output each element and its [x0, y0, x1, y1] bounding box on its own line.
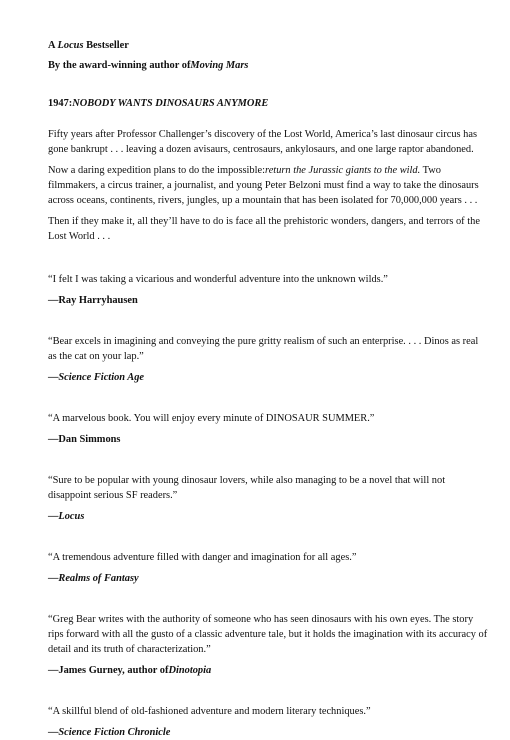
review-quote: “Bear excels in imagining and conveying the pure gritty realism of such an enterprise. . . . Dinos as real as the cat on your lap.”: [48, 336, 479, 362]
review-attribution: —Locus: [48, 511, 85, 522]
moving-mars-title: Moving Mars: [190, 60, 249, 71]
review-quote: “A tremendous adventure filled with danger and imagination for all ages.”: [48, 552, 357, 563]
description-paragraph-2: Now a daring expedition plans to do the impossible:return the Jurassic giants to the wild. Two filmmakers, a circus trainer, a journalist, and young Peter Belzoni must find a way to take the dinosaurs across oceans, continents, rivers, jungles, up a mountain that has been isolated for 70,000,000 years . . .: [48, 165, 479, 206]
review-block: [48, 473, 488, 524]
review-attribution: —Science Fiction Chronicle: [48, 727, 171, 738]
review-attribution: —Science Fiction Age: [48, 372, 145, 383]
review-quote: “A skillful blend of old-fashioned adventure and modern literary techniques.”: [48, 706, 371, 717]
review-block: [48, 704, 488, 740]
review-attribution: —Dan Simmons: [48, 434, 121, 445]
review-attribution: —Realms of Fantasy: [48, 573, 139, 584]
review-quote: “I felt I was taking a vicarious and wonderful adventure into the unknown wilds.”: [48, 274, 388, 285]
bestseller-line: A Locus Bestseller: [48, 40, 129, 51]
review-block: [48, 550, 488, 586]
description-paragraph-3: Then if they make it, all they’ll have to do is face all the prehistoric wonders, dangers, and terrors of the Lost World . . .: [48, 216, 480, 242]
review-block: [48, 334, 488, 385]
review-block: [48, 272, 488, 308]
review-quote: “Greg Bear writes with the authority of someone who has seen dinosaurs with his own eyes. The story rips forward with all the gusto of a classic adventure tale, but it holds the imagination with its accuracy of detail and its truth of characterization.”: [48, 614, 488, 655]
review-block: [48, 411, 488, 447]
review-block: [48, 612, 488, 678]
locus-title: Locus: [57, 40, 84, 51]
review-quote: “A marvelous book. You will enjoy every minute of DINOSAUR SUMMER.”: [48, 413, 375, 424]
review-quote: “Sure to be popular with young dinosaur lovers, while also managing to be a novel that will not disappoint serious SF readers.”: [48, 475, 446, 501]
document-page: [48, 38, 488, 740]
review-attribution: —Ray Harryhausen: [48, 295, 138, 306]
review-attribution: —James Gurney, author ofDinotopia: [48, 665, 212, 676]
description-paragraph-1: Fifty years after Professor Challenger’s discovery of the Lost World, America’s last dinosaur circus has gone bankrupt . . . leaving a dozen avisaurs, centrosaurs, ankylosaurs, and one large raptor abandoned.: [48, 129, 478, 155]
tagline-heading: 1947:NOBODY WANTS DINOSAURS ANYMORE: [48, 98, 269, 109]
author-credit-line: By the award-winning author ofMoving Mars: [48, 60, 249, 71]
